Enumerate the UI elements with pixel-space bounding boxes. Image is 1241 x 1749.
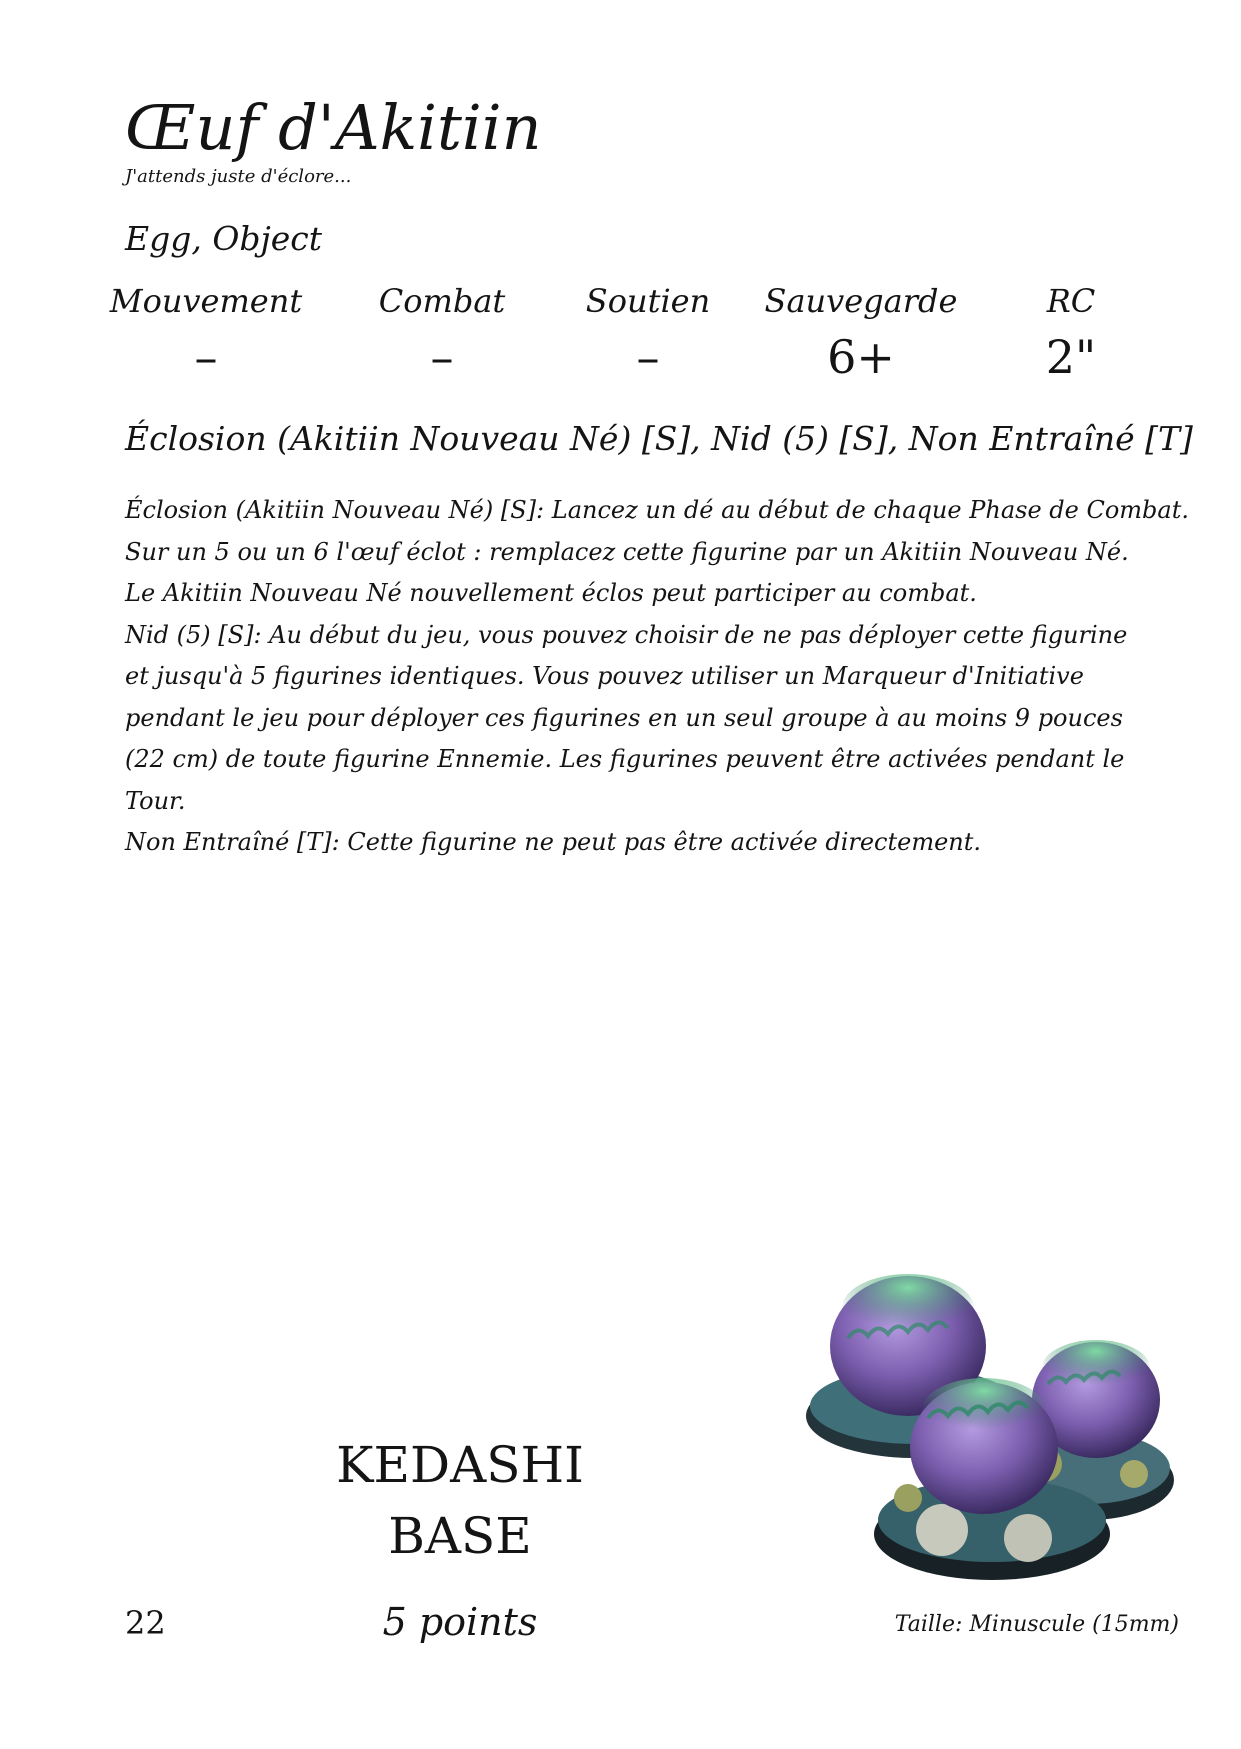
stat-movement xyxy=(86,280,326,384)
egg-miniatures-photo xyxy=(796,1268,1176,1588)
stat-label-combat: Combat xyxy=(378,282,506,320)
stat-label-movement: Mouvement xyxy=(109,282,303,320)
rule-line: Éclosion (Akitiin Nouveau Né) [S]: Lancez un dé au début de chaque Phase de Combat. xyxy=(125,496,1189,524)
stat-label-support: Soutien xyxy=(585,282,711,320)
rule-line: (22 cm) de toute figurine Ennemie. Les figurines peuvent être activées pendant le xyxy=(125,745,1125,773)
faction-line-2: BASE xyxy=(388,1507,532,1565)
rules-text xyxy=(125,490,1189,864)
stat-label-rc: RC xyxy=(1046,282,1096,320)
rule-line: Tour. xyxy=(125,786,186,815)
rule-line: Non Entraîné [T]: Cette figurine ne peut pas être activée directement. xyxy=(125,828,982,856)
faction-line-1: KEDASHI xyxy=(336,1436,584,1494)
keyword-list: Éclosion (Akitiin Nouveau Né) [S], Nid (5) [S], Non Entraîné [T] xyxy=(125,419,1193,458)
card-types: Egg, Object xyxy=(125,219,323,258)
stat-support xyxy=(528,280,768,384)
stat-label-save: Sauvegarde xyxy=(764,282,958,320)
stat-value-movement: – xyxy=(194,330,218,384)
card-title: Œuf d'Akitiin xyxy=(125,91,542,164)
model-size: Taille: Minuscule (15mm) xyxy=(894,1612,1179,1637)
rule-line: Sur un 5 ou un 6 l'œuf éclot : remplacez cette figurine par un Akitiin Nouveau Né. xyxy=(125,537,1129,566)
stat-value-save: 6+ xyxy=(827,330,895,384)
stat-value-combat: – xyxy=(430,330,454,384)
stat-save xyxy=(741,280,981,384)
point-cost: 5 points xyxy=(382,1600,538,1644)
rule-line: Le Akitiin Nouveau Né nouvellement éclos peut participer au combat. xyxy=(125,579,977,607)
rule-line: et jusqu'à 5 figurines identiques. Vous pouvez utiliser un Marqueur d'Initiative xyxy=(125,662,1084,690)
faction-name xyxy=(260,1430,660,1572)
page-number: 22 xyxy=(125,1604,166,1642)
stat-rc xyxy=(951,280,1191,384)
stat-combat xyxy=(322,280,562,384)
rule-line: pendant le jeu pour déployer ces figurines en un seul groupe à au moins 9 pouces xyxy=(125,703,1123,732)
rule-line: Nid (5) [S]: Au début du jeu, vous pouvez choisir de ne pas déployer cette figurine xyxy=(125,620,1128,649)
stat-value-support: – xyxy=(636,330,660,384)
stat-value-rc: 2" xyxy=(1045,330,1097,384)
card-tagline: J'attends juste d'éclore... xyxy=(125,166,352,187)
